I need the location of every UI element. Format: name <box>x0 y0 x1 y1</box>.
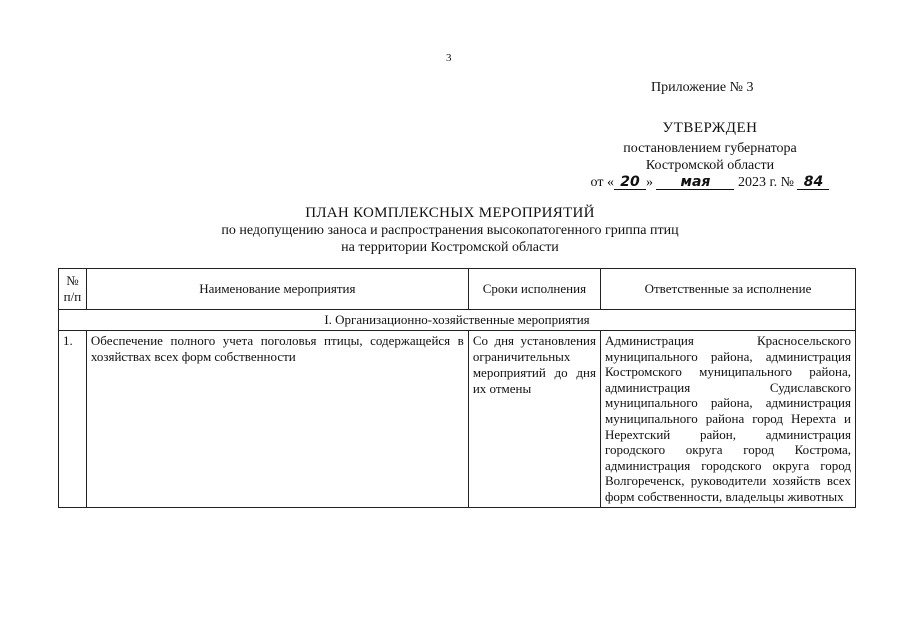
approval-title: УТВЕРЖДЕН <box>662 120 758 136</box>
header-responsible: Ответственные за исполнение <box>600 269 855 310</box>
handwritten-doc-number: 84 <box>797 175 829 190</box>
date-prefix: от « <box>590 175 614 190</box>
section-title: I. Организационно-хозяйственные мероприятия <box>59 310 856 331</box>
plan-subtitle-2: на территории Костромской области <box>341 240 559 255</box>
plan-title: ПЛАН КОМПЛЕКСНЫХ МЕРОПРИЯТИЙ <box>305 205 595 221</box>
table-row <box>59 331 856 508</box>
row-term: Со дня установления ограничительных мероприятий до дня их отмены <box>468 331 600 508</box>
appendix-label: Приложение № 3 <box>651 80 754 95</box>
approval-line-2: Костромской области <box>645 158 775 173</box>
row-responsible: Администрация Красносельского муниципального района, администрация Костромского муниципального района, администрация Судиславского муниципального района, администрация муниципального района город Нерехта и Нерехтский район, администрация городского округа город Кострома, администрация городского округа город Волгореченск, руководители хозяйств всех форм собственности, владельцы животных <box>600 331 855 508</box>
date-mid: » <box>645 175 653 190</box>
plan-table <box>58 268 856 508</box>
section-row <box>59 310 856 331</box>
table-header-row <box>59 269 856 310</box>
row-num: 1. <box>59 331 87 508</box>
approval-line-1: постановлением губернатора <box>623 141 797 156</box>
date-year: 2023 г. № <box>737 175 794 190</box>
approval-date-line <box>560 174 860 191</box>
header-name: Наименование мероприятия <box>86 269 468 310</box>
plan-title-block <box>150 205 750 256</box>
handwritten-day: 20 <box>614 175 646 190</box>
page-number: 3 <box>446 52 452 64</box>
handwritten-month: мая <box>656 175 734 190</box>
header-term: Сроки исполнения <box>468 269 600 310</box>
header-num: № п/п <box>59 269 87 310</box>
plan-subtitle-1: по недопущению заноса и распространения высокопатогенного гриппа птиц <box>221 223 679 238</box>
approval-block <box>560 120 860 191</box>
row-name: Обеспечение полного учета поголовья птицы, содержащейся в хозяйствах всех форм собственности <box>86 331 468 508</box>
